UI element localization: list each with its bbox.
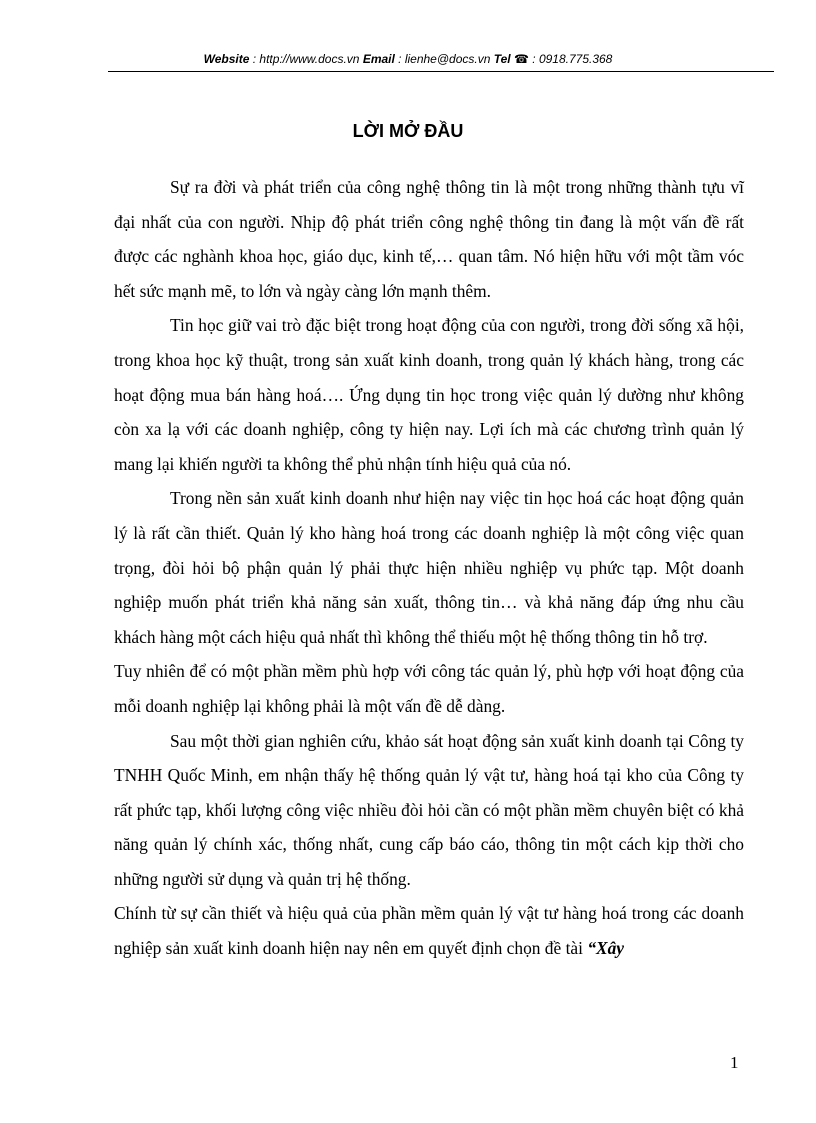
paragraph-2: Tin học giữ vai trò đặc biệt trong hoạt động của con người, trong đời sống xã hội, trong khoa học kỹ thuật, trong sản xuất kinh doanh, trong quản lý khách hàng, trong các hoạt động mua bán hàng hoá…. Ứng dụng tin học trong việc quản lý dường như không còn xa lạ với các doanh nghiệp, công ty hiện nay. Lợi ích mà các chương trình quản lý mang lại khiến người ta không thể phủ nhận tính hiệu quả của nó. (114, 315, 744, 474)
phone-number: : 0918.775.368 (528, 52, 613, 66)
paragraph-5: Sau một thời gian nghiên cứu, khảo sát hoạt động sản xuất kinh doanh tại Công ty TNHH Quốc Minh, em nhận thấy hệ thống quản lý vật tư, hàng hoá tại kho của Công ty rất phức tạp, khối lượng công việc nhiều đòi hỏi cần có một phần mềm chuyên biệt có khả năng quản lý chính xác, thống nhất, cung cấp báo cáo, thông tin một cách kịp thời cho những người sử dụng và quản trị hệ thống. (114, 730, 744, 889)
paragraph-6 (114, 896, 744, 965)
paragraph-4: Tuy nhiên để có một phần mềm phù hợp với công tác quản lý, phù hợp với hoạt động của mỗi doanh nghiệp lại không phải là một vấn đề dễ dàng. (114, 661, 744, 716)
page-header (0, 50, 816, 68)
website-label: Website (203, 52, 250, 66)
page-title: LỜI MỞ ĐẦU (352, 121, 464, 141)
document-body (114, 170, 744, 966)
paragraph-1: Sự ra đời và phát triển của công nghệ thông tin là một trong những thành tựu vĩ đại nhất của con người. Nhịp độ phát triển công nghệ thông tin đang là một vấn đề rất được các nghành khoa học, giáo dục, kinh tế,… quan tâm. Nó hiện hữu với một tầm vóc hết sức mạnh mẽ, to lớn và ngày càng lớn mạnh thêm. (114, 177, 744, 301)
paragraph-6-text: Chính từ sự cần thiết và hiệu quả của phần mềm quản lý vật tư hàng hoá trong các doanh nghiệp sản xuất kinh doanh hiện nay nên em quyết định chọn đề tài (114, 903, 744, 959)
email-address: : lienhe@docs.vn (394, 52, 494, 66)
page-number: 1 (730, 1053, 739, 1072)
tel-label: Tel (493, 52, 511, 66)
topic-title-start: “Xây (587, 938, 625, 959)
paragraph-3: Trong nền sản xuất kinh doanh như hiện nay việc tin học hoá các hoạt động quản lý là rất cần thiết. Quản lý kho hàng hoá trong các doanh nghiệp là một công việc quan trọng, đòi hỏi bộ phận quản lý phải thực hiện nhiều nghiệp vụ phức tạp. Một doanh nghiệp muốn phát triển khả năng sản xuất, thông tin… và khả năng đáp ứng nhu cầu khách hàng một cách hiệu quả nhất thì không thể thiếu một hệ thống thông tin hỗ trợ. (114, 488, 744, 647)
website-url: : http://www.docs.vn (249, 52, 363, 66)
header-divider (108, 71, 774, 72)
phone-icon: ☎ (513, 52, 529, 66)
email-label: Email (362, 52, 395, 66)
